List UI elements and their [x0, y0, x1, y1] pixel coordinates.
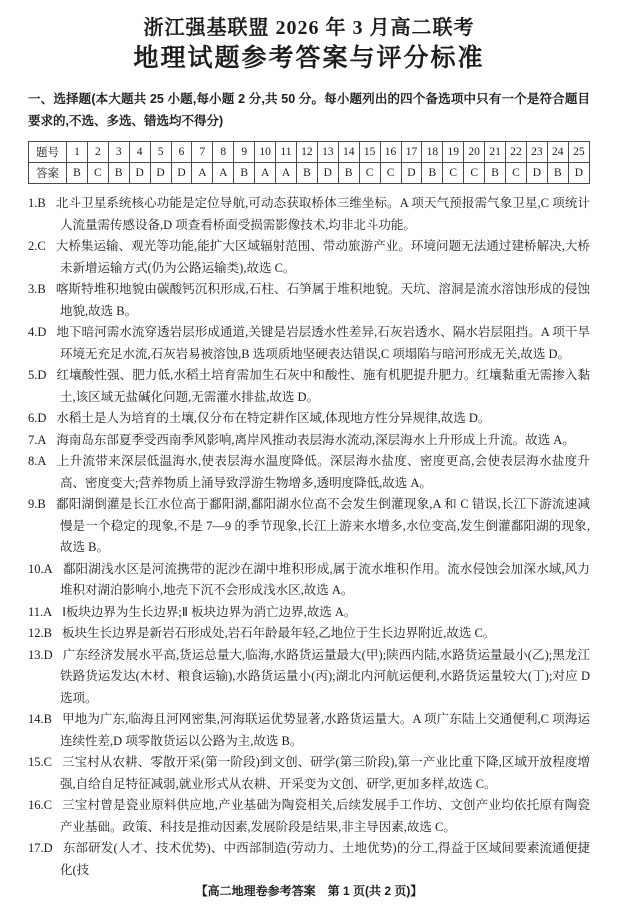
explanation-item — [28, 838, 590, 881]
question-number-cell: 13 — [317, 142, 338, 163]
explanation-text: 东部研发(人才、技术优势)、中西部制造(劳动力、土地优势)的分工,得益于区域间要素流通便捷化(技 — [60, 841, 590, 877]
explanation-label: 2.C — [28, 239, 46, 253]
explanation-item — [28, 623, 590, 645]
explanation-label: 14.B — [28, 712, 52, 726]
explanation-item — [28, 494, 590, 559]
answer-cell: C — [359, 163, 380, 184]
explanation-label: 12.B — [28, 626, 52, 640]
explanation-item — [28, 408, 590, 430]
explanation-label: 17.D — [28, 841, 53, 855]
question-number-cell: 21 — [485, 142, 506, 163]
explanation-text: 三宝村从农耕、零散开采(第一阶段)到文创、研学(第三阶段),第一产业比重下降,区域开放程度增强,自给自足特征减弱,就业形式从农耕、开采变为文创、研学,更加多样,故选 C。 — [60, 755, 590, 791]
page-title: 浙江强基联盟 2026 年 3 月高二联考 — [143, 17, 475, 39]
explanation-text: 上升流带来深层低温海水,使表层海水温度降低。深层海水盐度、密度更高,会使表层海水盐度升高、密度变大;营养物质上涌导致浮游生物增多,透明度降低,故选 A。 — [56, 454, 590, 490]
explanation-text: 大桥集运输、观光等功能,能扩大区域辐射范围、带动旅游产业。环境问题无法通过建桥解决,大桥未新增运输方式(仍为公路运输类),故选 C。 — [55, 239, 590, 275]
answer-cell: C — [87, 163, 108, 184]
explanation-label: 1.B — [28, 196, 46, 210]
explanation-label: 8.A — [28, 454, 47, 468]
explanation-label: 6.D — [28, 411, 47, 425]
answer-table — [28, 141, 590, 184]
explanation-item — [28, 193, 590, 236]
explanation-item — [28, 322, 590, 365]
answer-cell: B — [296, 163, 317, 184]
answer-header: 答案 — [29, 163, 67, 184]
question-number-cell: 8 — [213, 142, 234, 163]
explanation-text: 地下暗河需水流穿透岩层形成通道,关键是岩层透水性差异,石灰岩透水、隔水岩层阻挡。A 项干旱环境无充足水流,石灰岩易被溶蚀,B 选项质地坚硬表达错误,C 项塌陷与暗河形成无关,故选 D。 — [56, 325, 590, 361]
answer-cell: D — [568, 163, 589, 184]
question-number-cell: 15 — [359, 142, 380, 163]
question-number-cell: 4 — [129, 142, 150, 163]
explanation-text: 板块生长边界是新岩石形成处,岩石年龄最年轻,乙地位于生长边界附近,故选 C。 — [61, 626, 496, 640]
question-number-cell: 3 — [108, 142, 129, 163]
explanation-text: 甲地为广东,临海且河网密集,河海联运优势显著,水路货运量大。A 项广东陆上交通便利,C 项海运连续性差,D 项零散货运以公路为主,故选 B。 — [60, 712, 590, 748]
question-number-cell: 24 — [547, 142, 568, 163]
question-number-cell: 9 — [234, 142, 255, 163]
question-number-row — [29, 142, 590, 163]
explanation-list — [28, 193, 590, 881]
explanation-item — [28, 279, 590, 322]
answer-cell: A — [213, 163, 234, 184]
explanation-item — [28, 365, 590, 408]
explanation-item — [28, 559, 590, 602]
answer-cell: D — [401, 163, 422, 184]
explanation-text: 水稻土是人为培育的土壤,仅分布在特定耕作区域,体现地方性分异规律,故选 D。 — [56, 411, 491, 425]
explanation-label: 11.A — [28, 604, 53, 619]
explanation-text: 鄱阳湖倒灌是长江水位高于鄱阳湖,鄱阳湖水位高不会发生倒灌现象,A 和 C 错误,长江下游流速减慢是一个稳定的现象,不是 7—9 的季节现象,长江上游来水增多,水位变高,发生倒灌鄱阳湖的现象,故选 B。 — [55, 497, 590, 554]
answer-cell: A — [255, 163, 276, 184]
section-intro: 一、选择题(本大题共 25 小题,每小题 2 分,共 50 分。每小题列出的四个备选项中只有一个是符合题目要求的,不选、多选、错选均不得分) — [28, 92, 590, 128]
question-number-cell: 17 — [401, 142, 422, 163]
answer-cell: B — [338, 163, 359, 184]
question-number-cell: 7 — [192, 142, 213, 163]
question-number-header: 题号 — [29, 142, 67, 163]
answer-row — [29, 163, 590, 184]
question-number-cell: 18 — [422, 142, 443, 163]
explanation-text: 喀斯特堆积地貌由碳酸钙沉积形成,石柱、石笋属于堆积地貌。天坑、溶洞是流水溶蚀形成的侵蚀地貌,故选 B。 — [55, 282, 590, 318]
explanation-label: 15.C — [28, 755, 52, 769]
page-footer: 【高二地理卷参考答案 第 1 页(共 2 页)】 — [195, 884, 423, 898]
question-number-cell: 5 — [150, 142, 171, 163]
answer-cell: A — [276, 163, 297, 184]
explanation-text: Ⅰ板块边界为生长边界;Ⅱ 板块边界为消亡边界,故选 A。 — [62, 604, 357, 619]
explanation-text: 三宝村曾是瓷业原料供应地,产业基础为陶瓷相关,后续发展手工作坊、文创产业均依托原有陶瓷产业基础。政策、科技是推动因素,发展阶段是结果,非主导因素,故选 C。 — [60, 798, 590, 834]
explanation-text: 海南岛东部夏季受西南季风影响,离岸风推动表层海水流动,深层海水上升形成上升流。故选 A。 — [56, 432, 575, 447]
answer-cell: B — [234, 163, 255, 184]
answer-cell: B — [547, 163, 568, 184]
question-number-cell: 16 — [380, 142, 401, 163]
answer-cell: B — [422, 163, 443, 184]
answer-cell: D — [129, 163, 150, 184]
explanation-text: 北斗卫星系统核心功能是定位导航,可动态获取桥体三维坐标。A 项天气预报需气象卫星,C 项统计人流量需传感设备,D 项查看桥面受损需影像技术,均非北斗功能。 — [55, 196, 590, 232]
question-number-cell: 23 — [526, 142, 547, 163]
explanation-item — [28, 602, 590, 624]
explanation-item — [28, 236, 590, 279]
explanation-label: 9.B — [28, 497, 46, 511]
question-number-cell: 1 — [67, 142, 88, 163]
answer-cell: D — [150, 163, 171, 184]
question-number-cell: 11 — [276, 142, 297, 163]
explanation-label: 10.A — [28, 561, 53, 576]
question-number-cell: 20 — [464, 142, 485, 163]
explanation-label: 4.D — [28, 325, 47, 339]
explanation-item — [28, 645, 590, 710]
explanation-item — [28, 752, 590, 795]
explanation-item — [28, 709, 590, 752]
answer-cell: C — [380, 163, 401, 184]
question-number-cell: 22 — [506, 142, 527, 163]
question-number-cell: 14 — [338, 142, 359, 163]
explanation-item — [28, 795, 590, 838]
question-number-cell: 10 — [255, 142, 276, 163]
explanation-text: 红壤酸性强、肥力低,水稻土培育需加生石灰中和酸性、施有机肥提升肥力。红壤黏重无需掺入黏土,该区域无盐碱化问题,无需灌水排盐,故选 D。 — [56, 368, 590, 404]
answer-cell: D — [317, 163, 338, 184]
question-number-cell: 12 — [296, 142, 317, 163]
explanation-text: 鄱阳湖浅水区是河流携带的泥沙在湖中堆积形成,属于流水堆积作用。流水侵蚀会加深水域,风力堆积对湖泊影响小,地壳下沉不会形成浅水区,故选 A。 — [60, 561, 590, 597]
question-number-cell: 19 — [443, 142, 464, 163]
question-number-cell: 25 — [568, 142, 589, 163]
explanation-item — [28, 430, 590, 452]
question-number-cell: 6 — [171, 142, 192, 163]
explanation-label: 7.A — [28, 432, 47, 447]
answer-cell: D — [526, 163, 547, 184]
explanation-label: 3.B — [28, 282, 46, 296]
answer-cell: D — [171, 163, 192, 184]
answer-cell: C — [506, 163, 527, 184]
explanation-label: 5.D — [28, 368, 47, 382]
answer-cell: A — [192, 163, 213, 184]
answer-cell: C — [443, 163, 464, 184]
answer-cell: C — [464, 163, 485, 184]
answer-cell: B — [485, 163, 506, 184]
explanation-label: 16.C — [28, 798, 52, 812]
explanation-text: 广东经济发展水平高,货运总量大,临海,水路货运量最大(甲);陕西内陆,水路货运量最小(乙);黑龙江铁路货运发达(木材、粮食运输),水路货运量小(丙);湖北内河航运便利,水路货运量较大(丁);对应 D 选项。 — [60, 647, 590, 705]
answer-cell: B — [108, 163, 129, 184]
question-number-cell: 2 — [87, 142, 108, 163]
explanation-item — [28, 451, 590, 494]
page-subtitle: 地理试题参考答案与评分标准 — [133, 45, 485, 72]
explanation-label: 13.D — [28, 647, 53, 662]
answer-cell: B — [67, 163, 88, 184]
